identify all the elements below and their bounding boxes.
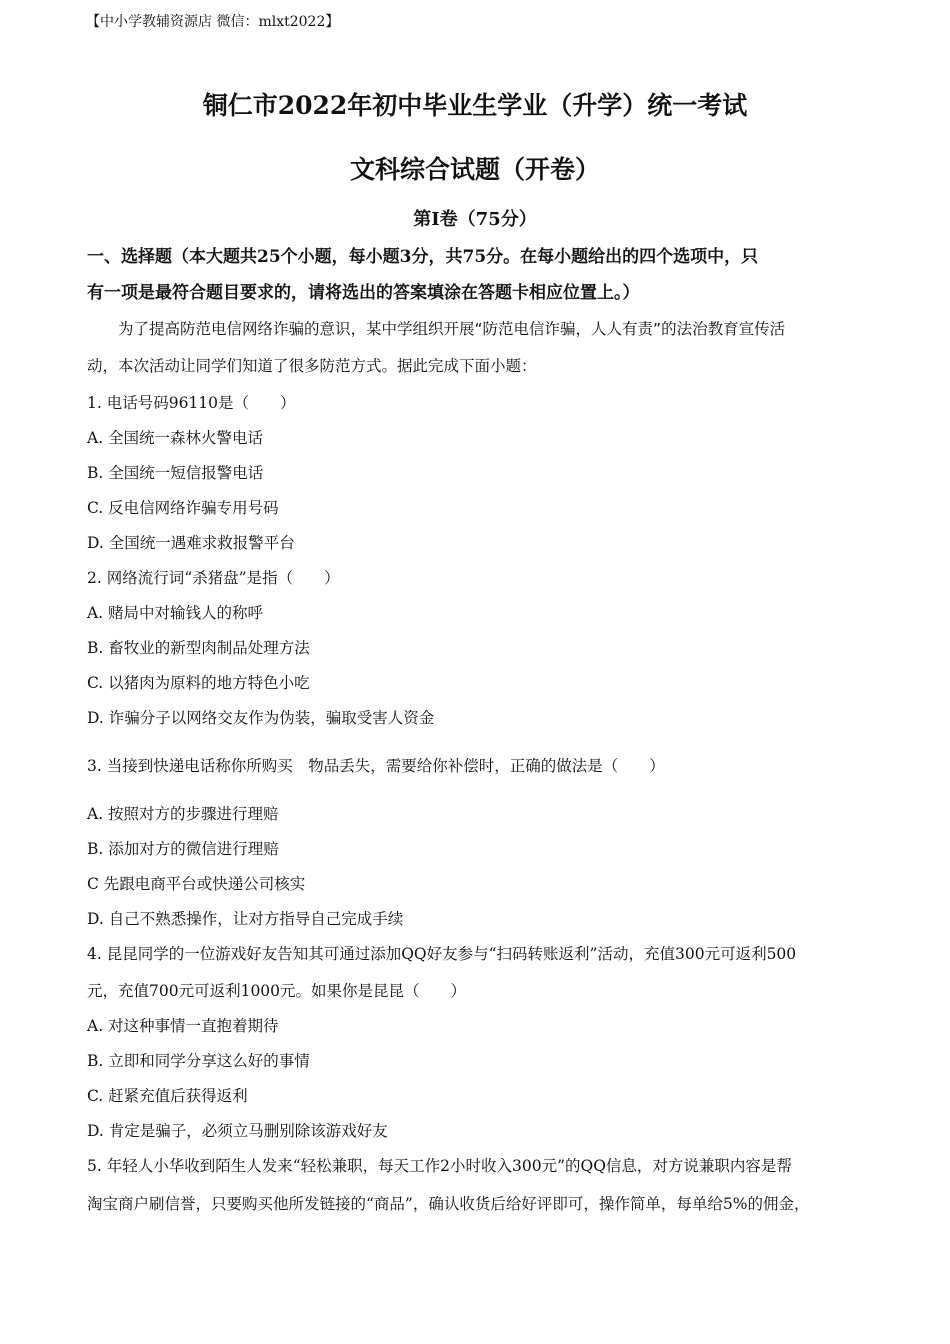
question-4-stem-line-1: 4. 昆昆同学的一位游戏好友告知其可通过添加QQ好友参与“扫码转账返利”活动，充值300元可返利500 bbox=[87, 945, 797, 963]
question-1-stem: 1. 电话号码96110是（ ） bbox=[87, 394, 296, 412]
question-4-option-b: B. 立即和同学分享这么好的事情 bbox=[87, 1052, 310, 1070]
question-3-option-b: B. 添加对方的微信进行理赔 bbox=[87, 840, 279, 858]
question-4-option-d: D. 肯定是骗子，必须立马删别除该游戏好友 bbox=[87, 1122, 388, 1140]
question-2-option-b: B. 畜牧业的新型肉制品处理方法 bbox=[87, 639, 310, 657]
section-heading-line-2: 有一项是最符合题目要求的，请将选出的答案填涂在答题卡相应位置上。） bbox=[87, 283, 640, 303]
question-3-option-d: D. 自己不熟悉操作，让对方指导自己完成手续 bbox=[87, 910, 404, 928]
question-1-option-d: D. 全国统一遇难求救报警平台 bbox=[87, 534, 295, 552]
question-2-stem: 2. 网络流行词“杀猪盘”是指（ ） bbox=[87, 569, 340, 587]
passage-line-2: 动，本次活动让同学们知道了很多防范方式。据此完成下面小题： bbox=[87, 357, 537, 375]
question-3-option-a: A. 按照对方的步骤进行理赔 bbox=[87, 805, 279, 823]
question-5-stem-line-1: 5. 年轻人小华收到陌生人发来“轻松兼职，每天工作2小时收入300元”的QQ信息，对方说兼职内容是帮 bbox=[87, 1157, 792, 1175]
section-heading-line-1: 一、选择题（本大题共25个小题，每小题3分，共75分。在每小题给出的四个选项中，只 bbox=[87, 247, 759, 267]
header-watermark-tag: 【中小学教辅资源店 微信：mlxt2022】 bbox=[86, 14, 340, 30]
question-4-stem-line-2: 元，充值700元可返利1000元。如果你是昆昆（ ） bbox=[87, 982, 467, 1000]
question-2-option-a: A. 赌局中对输钱人的称呼 bbox=[87, 604, 264, 622]
question-1-option-b: B. 全国统一短信报警电话 bbox=[87, 464, 264, 482]
exam-title: 铜仁市2022年初中毕业生学业（升学）统一考试 bbox=[202, 91, 748, 120]
passage-line-1: 为了提高防范电信网络诈骗的意识，某中学组织开展“防范电信诈骗，人人有责”的法治教育宣传活 bbox=[87, 320, 786, 338]
part-title: 第Ⅰ卷（75分） bbox=[413, 209, 537, 230]
question-1-option-c: C. 反电信网络诈骗专用号码 bbox=[87, 499, 279, 517]
exam-subtitle: 文科综合试题（开卷） bbox=[349, 155, 600, 184]
question-2-option-d: D. 诈骗分子以网络交友作为伪装，骗取受害人资金 bbox=[87, 709, 435, 727]
question-3-option-c: C 先跟电商平台或快递公司核实 bbox=[87, 875, 306, 893]
question-4-option-c: C. 赶紧充值后获得返利 bbox=[87, 1087, 248, 1105]
question-2-option-c: C. 以猪肉为原料的地方特色小吃 bbox=[87, 674, 310, 692]
question-4-option-a: A. 对这种事情一直抱着期待 bbox=[87, 1017, 279, 1035]
question-3-stem: 3. 当接到快递电话称你所购买 物品丢失，需要给你补偿时，正确的做法是（ ） bbox=[87, 757, 665, 775]
question-5-stem-line-2: 淘宝商户刷信誉，只要购买他所发链接的“商品”，确认收货后给好评即可，操作简单，每单给5%的佣金， bbox=[87, 1195, 810, 1213]
question-1-option-a: A. 全国统一森林火警电话 bbox=[87, 429, 264, 447]
